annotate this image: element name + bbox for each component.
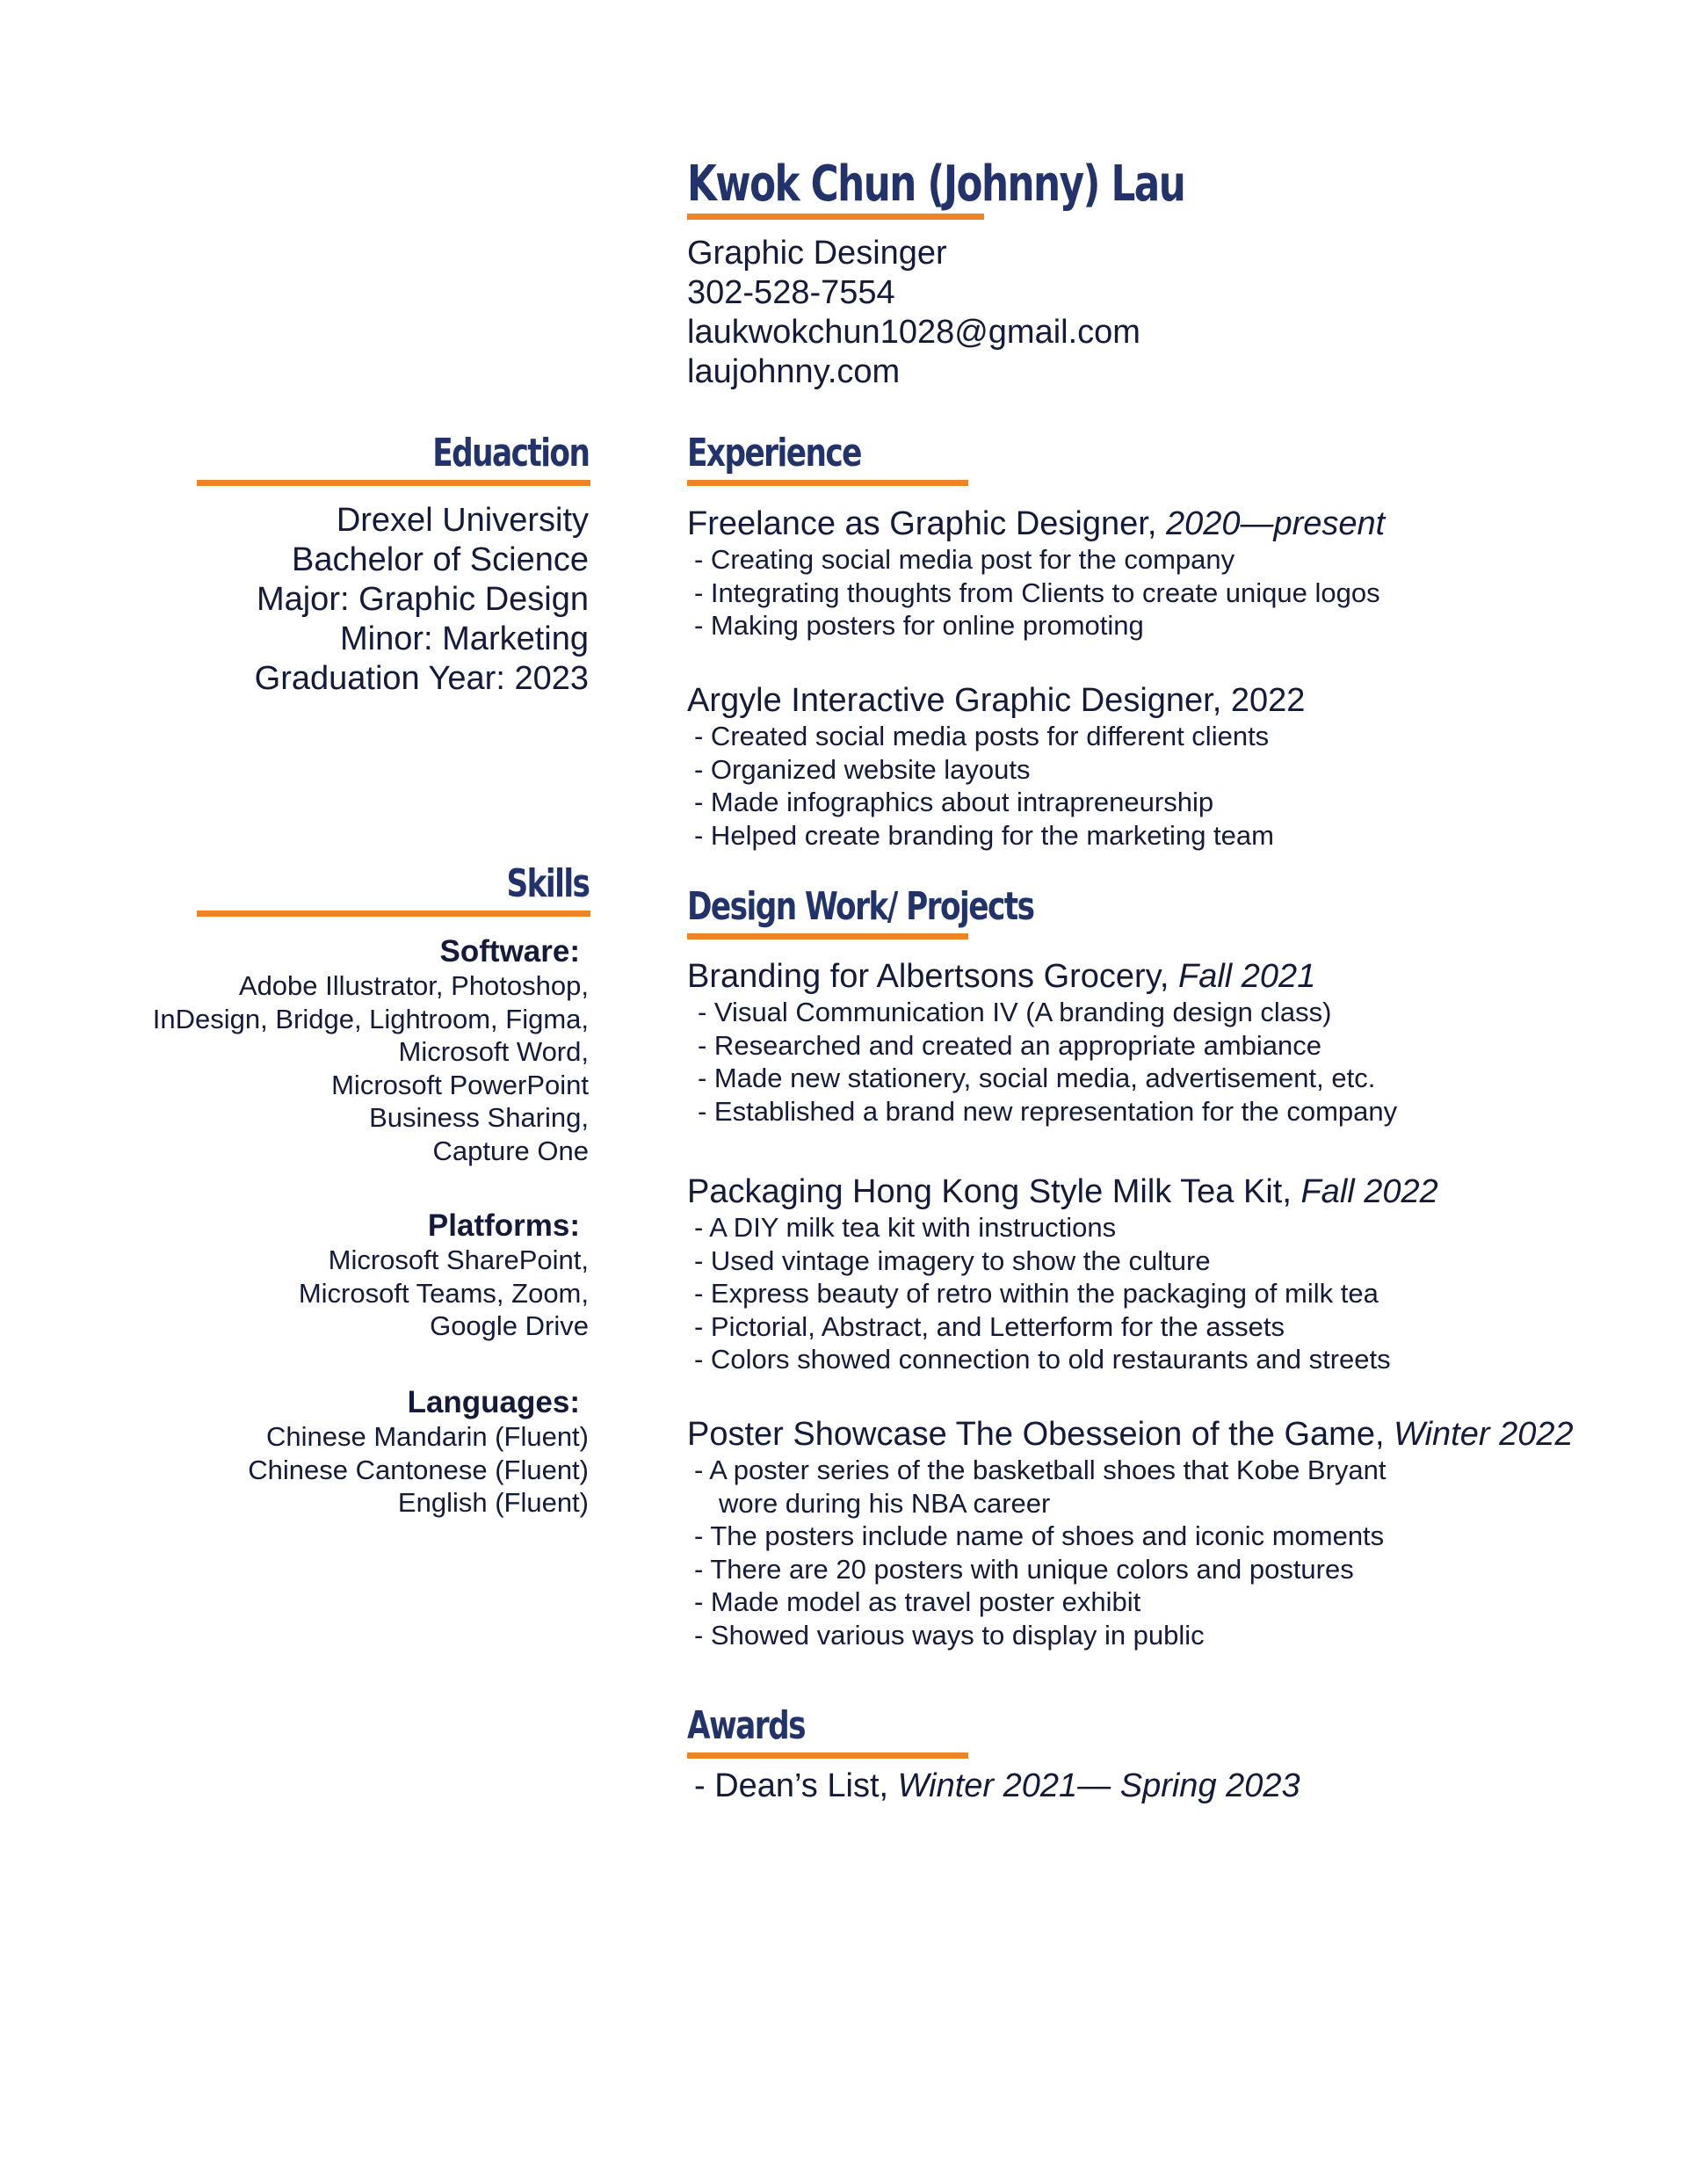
project-bullet: - Pictorial, Abstract, and Letterform for the assets xyxy=(694,1310,1285,1342)
job-title: Graphic Desinger xyxy=(687,235,947,272)
job-title-line: Argyle Interactive Graphic Designer, 2022 xyxy=(687,682,1306,719)
languages-line: Chinese Cantonese (Fluent) xyxy=(248,1454,589,1485)
platforms-line: Microsoft SharePoint, xyxy=(328,1244,589,1275)
project-title-line: Packaging Hong Kong Style Milk Tea Kit, Fall 2022 xyxy=(687,1173,1438,1210)
software-line: Microsoft Word, xyxy=(398,1036,589,1067)
software-title: Software: xyxy=(439,934,580,969)
software-line: Business Sharing, xyxy=(369,1102,589,1133)
education-underline xyxy=(197,480,590,486)
email-address: laukwokchun1028@gmail.com xyxy=(687,314,1140,351)
job-bullet: - Integrating thoughts from Clients to create unique logos xyxy=(694,577,1380,608)
project-bullet: - A poster series of the basketball shoes that Kobe Bryant xyxy=(694,1455,1387,1485)
project-entry xyxy=(687,1172,1671,1376)
project-bullet: - Researched and created an appropriate ambiance xyxy=(698,1029,1322,1061)
project-bullet: - A DIY milk tea kit with instructions xyxy=(694,1212,1117,1243)
education-block xyxy=(97,501,589,699)
project-entry xyxy=(687,957,1671,1128)
resume-name: Kwok Chun (Johnny) Lau xyxy=(687,156,1185,213)
job-bullet: - Organized website layouts xyxy=(694,753,1031,785)
job-entry xyxy=(687,681,1671,852)
software-line: InDesign, Bridge, Lightroom, Figma, xyxy=(152,1003,589,1034)
languages-block xyxy=(248,1385,589,1520)
project-bullet: wore during his NBA career xyxy=(719,1487,1051,1519)
skills-underline xyxy=(197,911,590,917)
project-bullet: - Express beauty of retro within the packaging of milk tea xyxy=(694,1278,1379,1309)
job-bullet: - Making posters for online promoting xyxy=(694,610,1144,641)
languages-line: Chinese Mandarin (Fluent) xyxy=(265,1421,589,1452)
languages-title: Languages: xyxy=(407,1385,580,1419)
project-bullet: - Established a brand new representation for the company xyxy=(698,1095,1398,1127)
awards-underline xyxy=(687,1752,968,1759)
project-bullet: - There are 20 posters with unique colors and postures xyxy=(694,1553,1354,1585)
job-bullet: - Created social media posts for different clients xyxy=(694,721,1270,751)
contact-block xyxy=(687,234,1140,392)
project-bullet: - Used vintage imagery to show the culture xyxy=(694,1244,1211,1276)
project-bullet: - Visual Communication IV (A branding design class) xyxy=(698,997,1332,1027)
languages-line: English (Fluent) xyxy=(397,1487,589,1518)
project-bullet: - Colors showed connection to old restaurants and streets xyxy=(694,1344,1391,1375)
projects-underline xyxy=(687,933,968,940)
software-block xyxy=(153,934,589,1167)
project-title-line: Poster Showcase The Obesseion of the Game, Winter 2022 xyxy=(687,1416,1574,1453)
education-line: Drexel University xyxy=(336,502,589,539)
website-url: laujohnny.com xyxy=(687,353,901,390)
platforms-title: Platforms: xyxy=(427,1208,580,1243)
projects-heading: Design Work/ Projects xyxy=(687,884,1034,929)
software-line: Adobe Illustrator, Photoshop, xyxy=(238,970,589,1001)
job-bullet: - Made infographics about intrapreneurship xyxy=(694,787,1214,817)
project-bullet: - Showed various ways to display in public xyxy=(694,1619,1205,1651)
education-line: Minor: Marketing xyxy=(340,620,589,657)
phone-number: 302-528-7554 xyxy=(687,274,895,311)
job-entry xyxy=(687,504,1671,642)
project-bullet: - Made new stationery, social media, advertisement, etc. xyxy=(698,1063,1376,1093)
skills-heading: Skills xyxy=(506,861,589,906)
education-line: Graduation Year: 2023 xyxy=(254,660,589,697)
job-bullet: - Helped create branding for the marketing team xyxy=(694,819,1274,851)
experience-underline xyxy=(687,480,968,486)
award-item: - Dean’s List, Winter 2021— Spring 2023 xyxy=(694,1767,1300,1804)
education-line: Bachelor of Science xyxy=(292,541,589,578)
project-bullet: - The posters include name of shoes and iconic moments xyxy=(694,1520,1385,1551)
experience-heading: Experience xyxy=(687,431,861,475)
project-entry xyxy=(687,1415,1671,1651)
platforms-line: Microsoft Teams, Zoom, xyxy=(298,1277,589,1309)
software-line: Capture One xyxy=(432,1135,589,1166)
software-line: Microsoft PowerPoint xyxy=(331,1069,589,1100)
awards-heading: Awards xyxy=(687,1703,805,1748)
name-underline xyxy=(687,214,984,220)
project-bullet: - Made model as travel poster exhibit xyxy=(694,1586,1141,1617)
project-title-line: Branding for Albertsons Grocery, Fall 2021 xyxy=(687,958,1316,995)
platforms-line: Google Drive xyxy=(430,1310,589,1341)
job-title-line: Freelance as Graphic Designer, 2020—present xyxy=(687,505,1386,542)
education-line: Major: Graphic Design xyxy=(256,581,589,618)
education-heading: Eduaction xyxy=(431,431,589,475)
job-bullet: - Creating social media post for the company xyxy=(694,544,1235,575)
platforms-block xyxy=(299,1208,589,1343)
